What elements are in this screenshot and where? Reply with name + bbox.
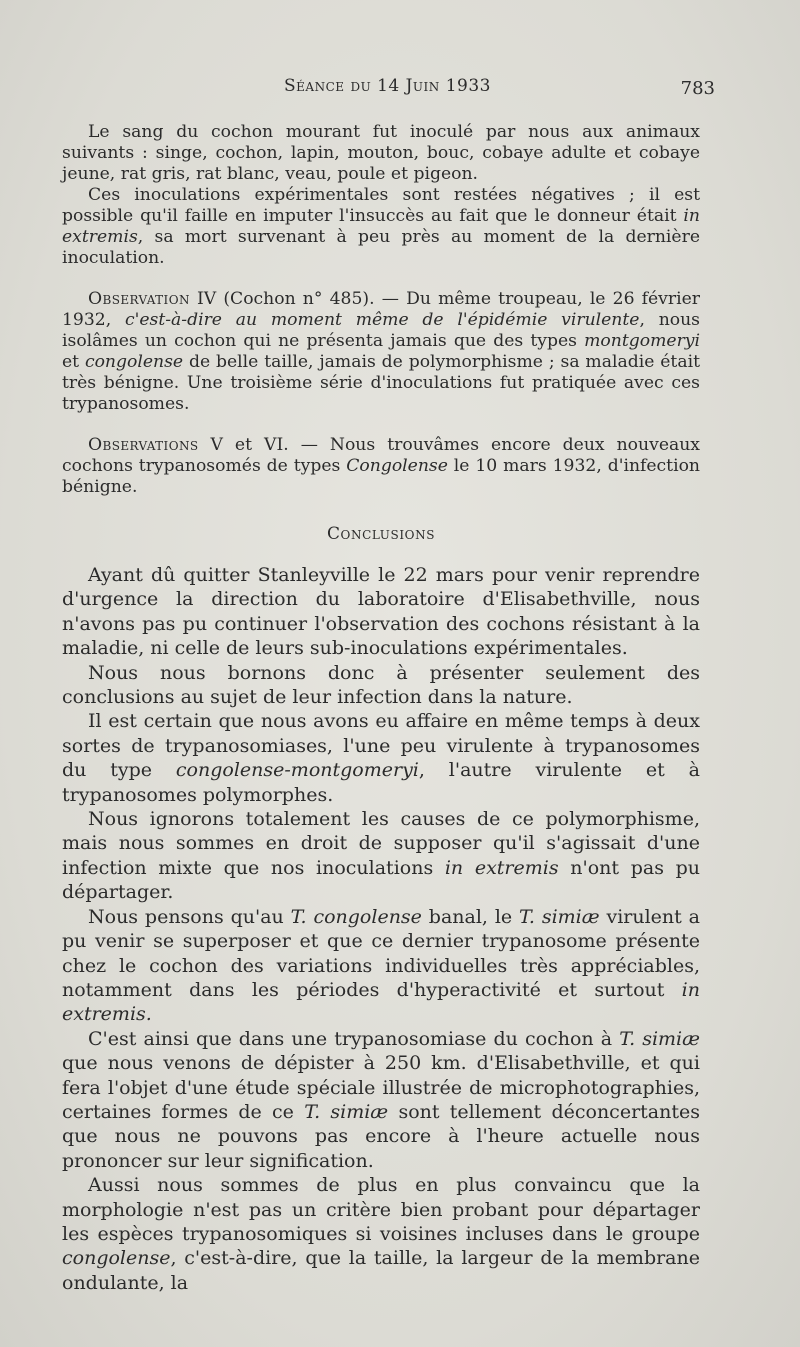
- conclusion-paragraph-5: Nous pensons qu'au T. congolense banal, le T. simiæ virulent a pu venir se superposer et que ce dernier trypanosome présente chez le cochon des variations individuelles très appréciables, notamment dans les périodes d'hyperactivité et surtout in extremis.: [62, 905, 700, 1026]
- observation-iv: Observation IV (Cochon n° 485). — Du même troupeau, le 26 février 1932, c'est-à-dire au moment même de l'épidémie virulente, nous isolâmes un cochon qui ne présenta jamais que des types montgomeryi et congolense de belle taille, jamais de polymorphisme ; sa maladie était très bénigne. Une troisième série d'inoculations fut pratiquée avec ces trypanosomes.: [62, 289, 701, 414]
- intro-paragraph-2: Ces inoculations expérimentales sont restées négatives ; il est possible qu'il faille en imputer l'insuccès au fait que le donneur était in extremis, sa mort survenant à peu près au moment de la dernière inoculation.: [62, 185, 700, 268]
- conclusions-section: [62, 563, 700, 1295]
- conclusion-paragraph-1: Ayant dû quitter Stanleyville le 22 mars pour venir reprendre d'urgence la direction du laboratoire d'Elisabethville, nous n'avons pas pu continuer l'observation des cochons résistant à la maladie, ni celle de leurs sub-inoculations expérimentales.: [62, 564, 700, 660]
- observation-label: Observation: [88, 289, 190, 309]
- observations-label: Observations: [88, 435, 199, 455]
- intro-paragraph-1: Le sang du cochon mourant fut inoculé par nous aux animaux suivants : singe, cochon, lapin, mouton, bouc, cobaye adulte et cobaye jeune, rat gris, rat blanc, veau, poule et pigeon.: [62, 122, 700, 184]
- conclusion-paragraph-2: Nous nous bornons donc à présenter seulement des conclusions au sujet de leur infection dans la nature.: [62, 661, 700, 709]
- running-title: Séance du 14 Juin 1933: [284, 76, 491, 96]
- observation-v-vi: Observations V et VI. — Nous trouvâmes encore deux nouveaux cochons trypanosomés de types Congolense le 10 mars 1932, d'infection bénigne.: [62, 435, 700, 497]
- conclusion-paragraph-7: Aussi nous sommes de plus en plus convaincu que la morphologie n'est pas un critère bien probant pour départager les espèces trypanosomiques si voisines incluses dans le groupe congolense, c'est-à-dire, que la taille, la largeur de la membrane ondulante, la: [62, 1174, 700, 1294]
- conclusion-paragraph-4: Nous ignorons totalement les causes de ce polymorphisme, mais nous sommes en droit de supposer qu'il s'agissait d'une infection mixte que nos inoculations in extremis n'ont pas pu départager.: [62, 808, 701, 904]
- conclusion-paragraph-3: Il est certain que nous avons eu affaire en même temps à deux sortes de trypanosomiases, l'une peu virulente à trypanosomes du type congolense-montgomeryi, l'autre virulente et à trypanosomes polymorphes.: [62, 710, 700, 806]
- page-number: 783: [680, 78, 715, 99]
- page-header: [60, 76, 715, 104]
- italic-phrase: in extremis: [62, 206, 700, 247]
- conclusions-heading: Conclusions: [326, 524, 436, 544]
- page-body: [62, 122, 700, 1295]
- conclusion-paragraph-6: C'est ainsi que dans une trypanosomiase du cochon à T. simiæ que nous venons de dépister à 250 km. d'Elisabethville, et qui fera l'objet d'une étude spéciale illustrée de microphotographies, certaines formes de ce T. simiæ sont tellement déconcertantes que nous ne pouvons pas encore à l'heure actuelle nous prononcer sur leur signification.: [62, 1027, 700, 1172]
